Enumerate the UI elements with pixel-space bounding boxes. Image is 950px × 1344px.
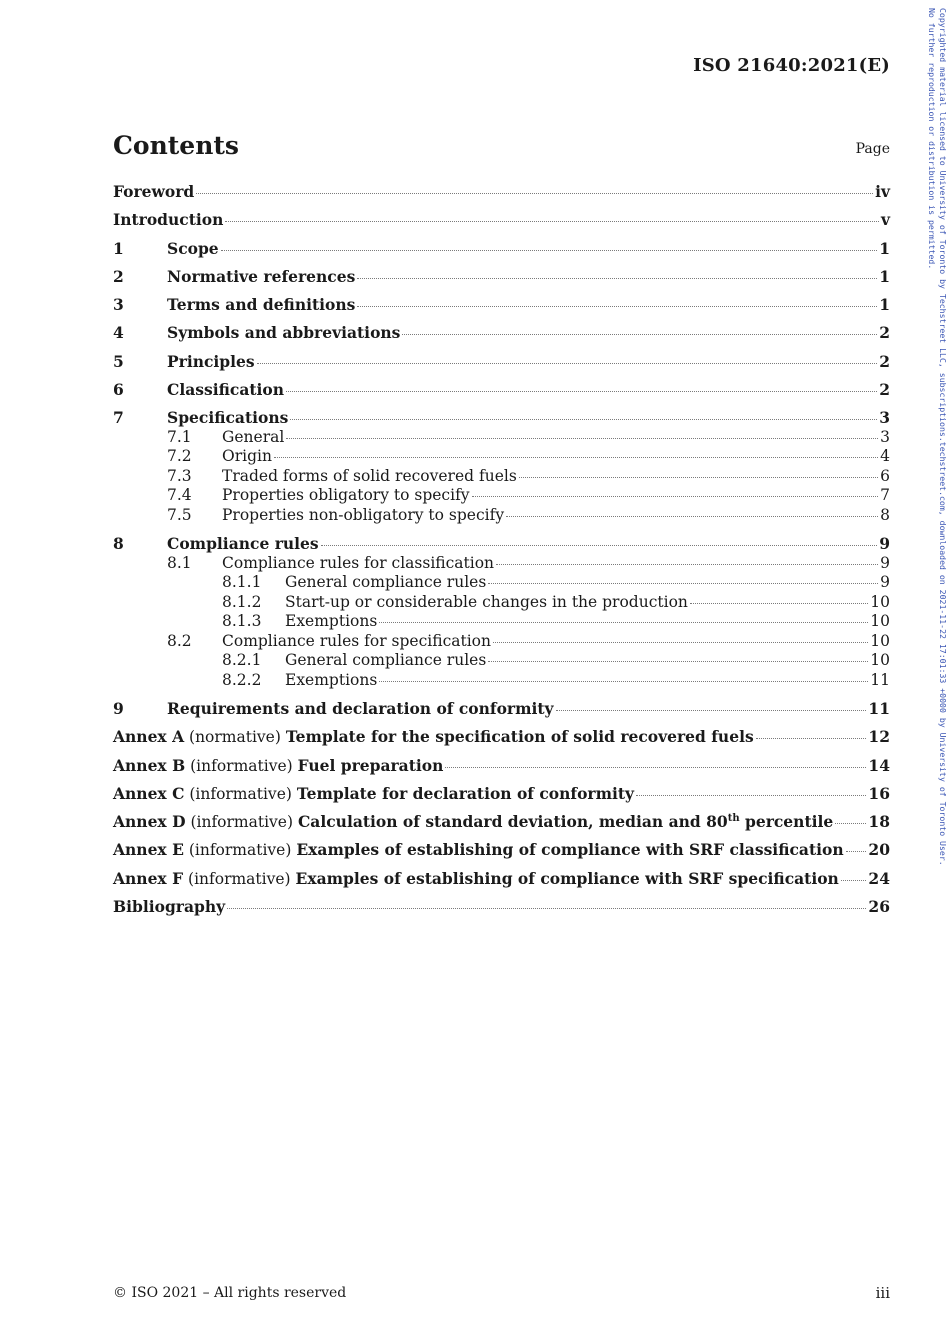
toc-number: 9	[113, 698, 124, 718]
toc-entry-8-2-1[interactable]	[113, 651, 890, 671]
toc-entry-7-2[interactable]	[113, 447, 890, 467]
toc-title: Compliance rules	[167, 534, 319, 554]
toc-title: Requirements and declaration of conformity	[167, 698, 554, 718]
annex-type: (informative)	[190, 813, 294, 832]
toc-number: 7.2	[167, 447, 192, 466]
toc-entry-4[interactable]	[113, 323, 890, 343]
toc-title: Origin	[222, 447, 272, 466]
toc-title: Examples of establishing of compliance with SRF classification	[296, 840, 844, 860]
page-column-label: Page	[855, 141, 890, 157]
toc-entry-7-5[interactable]	[113, 506, 890, 526]
toc-title: Fuel preparation	[297, 755, 444, 775]
toc-title: Classification	[167, 380, 285, 400]
copyright-watermark	[926, 8, 948, 866]
toc-entry-7-3[interactable]	[113, 467, 890, 487]
toc-page: 11	[868, 698, 890, 718]
page-number: iii	[875, 1284, 890, 1302]
dot-leader	[756, 738, 867, 739]
toc-title: General	[222, 427, 285, 446]
toc-entry-annex-f[interactable]	[113, 869, 890, 889]
toc-page: 1	[879, 295, 890, 315]
toc-page: 2	[879, 380, 890, 400]
dot-leader	[690, 603, 868, 604]
annex-label: Annex D	[113, 812, 186, 832]
dot-leader	[225, 221, 879, 222]
toc-title: Terms and definitions	[167, 295, 356, 315]
toc-entry-7-4[interactable]	[113, 486, 890, 506]
toc-entry-5[interactable]	[113, 352, 890, 372]
toc-page: 9	[880, 553, 890, 572]
toc-title: Examples of establishing of compliance with SRF specification	[295, 868, 839, 888]
toc-entry-3[interactable]	[113, 295, 890, 315]
toc-title: Exemptions	[285, 670, 378, 689]
dot-leader	[357, 306, 877, 307]
toc-title: Template for declaration of conformity	[296, 783, 635, 803]
toc-page: 9	[880, 573, 890, 592]
toc-title: Scope	[167, 238, 219, 258]
toc-entry-8-2[interactable]	[113, 632, 890, 652]
toc-number: 3	[113, 295, 124, 315]
dot-leader	[445, 767, 866, 768]
toc-title: Symbols and abbreviations	[167, 323, 401, 343]
toc-page: 10	[870, 592, 890, 611]
toc-title: Foreword	[113, 182, 195, 201]
toc-title: Start-up or considerable changes in the production	[285, 592, 688, 611]
toc-entry-8-1-1[interactable]	[113, 573, 890, 593]
toc-entry-8-1-3[interactable]	[113, 612, 890, 632]
dot-leader	[841, 880, 867, 881]
dot-leader	[286, 391, 877, 392]
toc-entry-bibliography[interactable]	[113, 897, 890, 917]
toc-page: 3	[879, 408, 890, 428]
annex-type: (informative)	[189, 784, 292, 803]
annex-label: Annex A	[113, 727, 185, 747]
toc-title	[298, 812, 833, 831]
annex-label: Annex F	[113, 868, 184, 888]
toc-number: 8.1.1	[222, 573, 262, 592]
toc-entry-annex-b[interactable]	[113, 756, 890, 776]
toc-page: iv	[875, 182, 890, 201]
toc-entry-7[interactable]	[113, 408, 890, 428]
dot-leader	[556, 710, 867, 711]
toc-page: 1	[879, 266, 890, 286]
toc-title: Compliance rules for specification	[222, 631, 491, 650]
toc-page: 3	[880, 427, 890, 446]
dot-leader	[488, 661, 868, 662]
toc-title: Introduction	[113, 210, 224, 230]
toc-page: 10	[870, 651, 890, 670]
dot-leader	[357, 278, 877, 279]
toc-page: 12	[868, 727, 890, 747]
dot-leader	[506, 516, 878, 517]
toc-number: 8.1.2	[222, 592, 262, 611]
toc-entry-foreword[interactable]	[113, 182, 890, 202]
toc-title: General compliance rules	[285, 651, 487, 670]
toc-entry-8-1[interactable]	[113, 554, 890, 574]
dot-leader	[379, 681, 868, 682]
toc-entry-8-1-2[interactable]	[113, 593, 890, 613]
toc-page: 1	[879, 238, 890, 258]
toc-number: 7	[113, 408, 124, 428]
toc-page: 18	[868, 812, 890, 832]
toc-number: 5	[113, 351, 124, 371]
toc-page: 7	[880, 486, 890, 505]
toc-title: Compliance rules for classification	[222, 553, 495, 572]
toc-page: 10	[870, 612, 890, 631]
toc-page: 16	[868, 783, 890, 803]
toc-title: Exemptions	[285, 612, 378, 631]
dot-leader	[321, 545, 878, 546]
toc-entry-annex-a[interactable]	[113, 727, 890, 747]
toc-number: 8.1	[167, 553, 192, 572]
toc-title-end: percentile	[739, 812, 834, 832]
toc-number: 7.1	[167, 427, 192, 446]
toc-entry-annex-e[interactable]	[113, 840, 890, 860]
toc-entry-9[interactable]	[113, 699, 890, 719]
toc-title: Principles	[167, 351, 255, 371]
toc-entry-7-1[interactable]	[113, 428, 890, 448]
table-of-contents	[113, 182, 890, 917]
annex-label: Annex B	[113, 755, 186, 775]
toc-number: 2	[113, 266, 124, 286]
watermark-line-1: Copyrighted material licensed to University of Toronto by Techstreet LLC, subscriptions.techstreet.com, downloaded on 2021-11-22 17:01:33 +0000 by University of Toronto User.	[938, 8, 948, 866]
dot-leader	[379, 622, 868, 623]
dot-leader	[227, 908, 866, 909]
toc-entry-6[interactable]	[113, 380, 890, 400]
dot-leader	[257, 363, 878, 364]
toc-number: 4	[113, 323, 124, 343]
dot-leader	[472, 496, 879, 497]
toc-title: Specifications	[167, 408, 289, 428]
dot-leader	[290, 419, 877, 420]
toc-page: 4	[880, 447, 890, 466]
dot-leader	[496, 564, 878, 565]
annex-label: Annex E	[113, 840, 184, 860]
ordinal-suffix: th	[727, 813, 740, 824]
dot-leader	[488, 583, 878, 584]
toc-page: 2	[879, 351, 890, 371]
toc-title: General compliance rules	[285, 573, 487, 592]
toc-page: 20	[868, 840, 890, 860]
toc-page: 2	[879, 323, 890, 343]
toc-title: Normative references	[167, 266, 356, 286]
toc-title: Properties non-obligatory to specify	[222, 505, 505, 524]
dot-leader	[846, 851, 867, 852]
toc-page: 26	[868, 897, 890, 917]
toc-number: 1	[113, 238, 124, 258]
dot-leader	[493, 642, 868, 643]
toc-title: Bibliography	[113, 897, 226, 917]
dot-leader	[196, 193, 873, 194]
toc-number: 8.1.3	[222, 612, 262, 631]
toc-number: 7.4	[167, 486, 192, 505]
toc-page: 11	[870, 670, 890, 689]
toc-entry-annex-c[interactable]	[113, 784, 890, 804]
dot-leader	[519, 477, 878, 478]
toc-entry-introduction[interactable]	[113, 210, 890, 230]
annex-label: Annex C	[113, 783, 185, 803]
toc-page: 9	[879, 534, 890, 554]
toc-page: 8	[880, 505, 890, 524]
toc-entry-annex-d[interactable]	[113, 812, 890, 832]
dot-leader	[274, 457, 878, 458]
dot-leader	[835, 823, 866, 824]
toc-page: 6	[880, 466, 890, 485]
dot-leader	[402, 334, 877, 335]
toc-title: Traded forms of solid recovered fuels	[222, 466, 517, 485]
toc-title-main: Calculation of standard deviation, median and 80	[297, 812, 728, 832]
dot-leader	[636, 795, 866, 796]
toc-entry-2[interactable]	[113, 267, 890, 287]
contents-heading: Contents	[113, 131, 240, 160]
annex-type: (informative)	[188, 869, 291, 888]
toc-entry-1[interactable]	[113, 239, 890, 259]
toc-page: 10	[870, 631, 890, 650]
dot-leader	[221, 250, 878, 251]
toc-page: v	[880, 210, 890, 230]
toc-entry-8-2-2[interactable]	[113, 671, 890, 691]
toc-number: 8.2.1	[222, 651, 262, 670]
toc-page: 14	[868, 755, 890, 775]
toc-title: Template for the specification of solid recovered fuels	[285, 727, 754, 747]
dot-leader	[286, 438, 878, 439]
toc-number: 7.3	[167, 466, 192, 485]
toc-number: 8	[113, 534, 124, 554]
toc-number: 8.2	[167, 631, 192, 650]
toc-title: Properties obligatory to specify	[222, 486, 470, 505]
toc-number: 6	[113, 380, 124, 400]
document-id: ISO 21640:2021(E)	[693, 55, 890, 76]
toc-number: 7.5	[167, 505, 192, 524]
annex-type: (informative)	[190, 756, 293, 775]
copyright-footer: © ISO 2021 – All rights reserved	[113, 1285, 347, 1301]
toc-number: 8.2.2	[222, 670, 262, 689]
toc-entry-8[interactable]	[113, 534, 890, 554]
watermark-line-2: No further reproduction or distribution is permitted.	[927, 8, 937, 270]
annex-type: (informative)	[188, 841, 292, 860]
annex-type: (normative)	[189, 728, 281, 747]
toc-page: 24	[868, 868, 890, 888]
